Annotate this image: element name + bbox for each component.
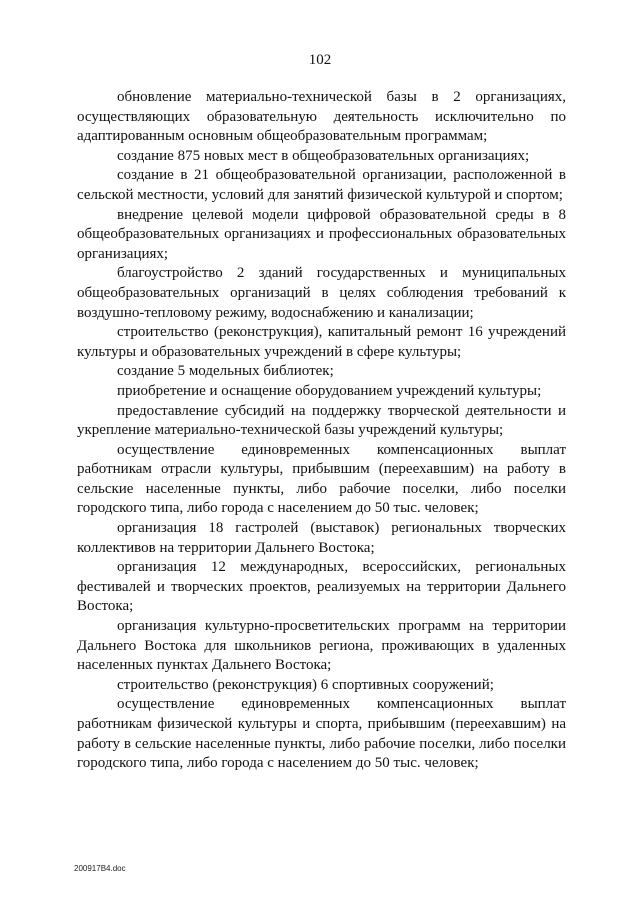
- paragraph-11: организация 18 гастролей (выставок) региональных творческих коллективов на территории Дальнего Востока;: [77, 520, 566, 556]
- paragraph-15: осуществление единовременных компенсационных выплат работникам физической культуры и спорта, прибывшим (переехавшим) на работу в сельские населенные пункты, либо рабочие поселки, либо поселки городского типа, либо города с населением до 50 тыс. человек;: [77, 696, 566, 772]
- paragraph-10: осуществление единовременных компенсационных выплат работникам отрасли культуры, прибывшим (переехавшим) на работу в сельские населенные пункты, либо рабочие поселки, либо поселки городского типа, либо города с населением до 50 тыс. человек;: [77, 441, 566, 517]
- paragraph-14: строительство (реконструкция) 6 спортивных сооружений;: [117, 676, 494, 693]
- paragraph-8: приобретение и оснащение оборудованием учреждений культуры;: [117, 382, 542, 399]
- paragraph-2: создание 875 новых мест в общеобразовательных организациях;: [117, 147, 530, 164]
- paragraph-4: внедрение целевой модели цифровой образовательной среды в 8 общеобразовательных организациях и профессиональных образовательных организациях;: [77, 206, 566, 262]
- paragraph-13: организация культурно-просветительских программ на территории Дальнего Востока для школьников региона, проживающих в удаленных населенных пунктах Дальнего Востока;: [77, 618, 566, 674]
- page-number: 102: [308, 52, 332, 68]
- paragraph-5: благоустройство 2 зданий государственных и муниципальных общеобразовательных организаций в целях соблюдения требований к воздушно-тепловому режиму, водоснабжению и канализации;: [77, 265, 566, 321]
- document-body: [77, 88, 566, 774]
- paragraph-3: создание в 21 общеобразовательной организации, расположенной в сельской местности, условий для занятий физической культурой и спортом;: [77, 167, 566, 203]
- paragraph-1: обновление материально-технической базы в 2 организациях, осуществляющих образовательную деятельность исключительно по адаптированным основным общеобразовательным программам;: [77, 89, 566, 145]
- paragraph-6: строительство (реконструкция), капитальный ремонт 16 учреждений культуры и образовательных учреждений в сфере культуры;: [77, 324, 566, 360]
- paragraph-9: предоставление субсидий на поддержку творческой деятельности и укрепление материально-технической базы учреждений культуры;: [77, 402, 566, 439]
- footer-file-name: 200917В4.doc: [74, 864, 126, 873]
- paragraph-12: организация 12 международных, всероссийских, региональных фестивалей и творческих проектов, реализуемых на территории Дальнего Востока;: [77, 559, 566, 615]
- paragraph-7: создание 5 модельных библиотек;: [117, 363, 334, 380]
